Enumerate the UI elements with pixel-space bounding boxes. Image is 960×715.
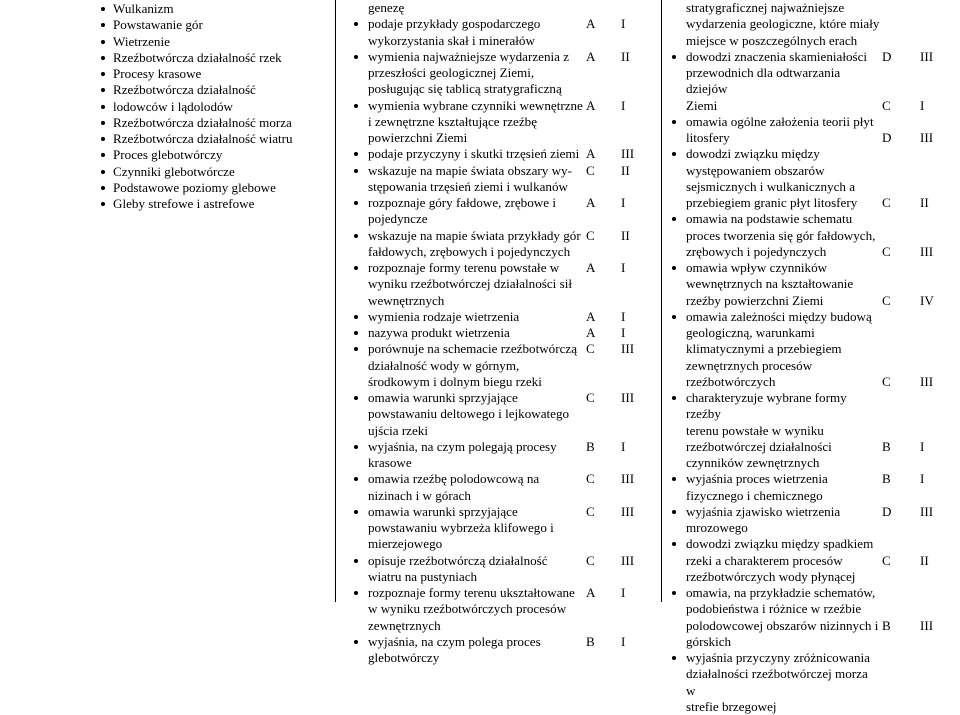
requirement-line: podaje przyczyny i skutki trzęsień ziemi [368,146,580,162]
requirement-line: omawia, na przykładzie schematów, [686,585,876,600]
topics-column [100,1,325,212]
requirement-line: ujścia rzeki [368,422,428,438]
topic-item: Rzeźbotwórcza działalność rzek [100,50,325,66]
requirement-line: porównuje na schemacie rzeźbotwórczą [368,341,578,357]
level-requirement: I [621,438,626,454]
requirement-item [670,390,880,471]
level-category: A [586,325,596,340]
requirement-item [670,504,880,537]
requirement-line: wyjaśnia proces wietrzenia [686,471,828,487]
requirement-line: górskich [686,633,732,649]
requirement-line: stępowania trzęsień ziemi i wulkanów [368,178,568,194]
topics-list [100,1,325,212]
requirement-line: podaje przykłady gospodarczego [368,16,541,32]
requirement-line: rzeźbotwórczej działalności [686,438,832,454]
level-category: D [882,130,892,145]
requirement-item [670,309,880,390]
level-category: B [882,617,891,633]
level-category: C [882,195,891,210]
requirement-item [352,325,588,341]
requirement-line: mierzejowego [368,536,443,552]
requirement-line: dowodzi związku między [686,146,820,162]
requirement-line: wewnętrznych na kształtowanie [686,276,854,292]
level-requirement: II [621,48,630,64]
level-requirement: I [621,633,626,649]
topic-item: Proces glebotwórczy [100,147,325,163]
level-category: C [882,292,891,308]
requirement-item [352,553,588,586]
requirement-line: terenu powstałe w wyniku [686,422,824,438]
requirement-item [352,163,588,196]
requirement-item [352,49,588,98]
level-category: C [586,503,595,519]
level-category: C [882,373,891,389]
requirement-line: działalności rzeźbotwórczej morza w [686,666,868,698]
level-requirement: III [920,617,934,633]
level-requirement: I [621,260,626,275]
requirement-item [352,390,588,439]
level-category: A [586,146,596,162]
requirement-line: występowaniem obszarów [686,162,825,178]
level-requirement: III [621,146,635,162]
level-category: D [882,48,892,64]
requirement-line: rzeźbotwórczych wody płynącej [686,568,856,584]
requirement-item [670,585,880,650]
requirement-line: polodowcowej obszarów nizinnych i [686,617,879,633]
requirement-line: litosfery [686,130,730,145]
requirement-line: podobieństwa i różnice w rzeźbie [686,601,862,617]
level-category: D [882,503,892,519]
level-category: B [586,438,595,454]
requirement-line: nazywa produkt wietrzenia [368,325,510,340]
requirement-line: stratygraficznej najważniejsze [686,0,845,15]
requirement-line: zewnętrznych [368,617,441,633]
requirement-line: geologiczną, warunkami [686,325,815,340]
level-category: B [586,633,595,649]
level-requirement: III [920,503,934,519]
column-divider-2 [661,0,662,602]
requirement-item [352,341,588,390]
requirement-line: charakteryzuje wybrane formy rzeźby [686,390,847,422]
level-requirement: I [621,16,626,32]
requirements-column-extended [670,0,880,715]
requirement-line: w wyniku rzeźbotwórczych procesów [368,601,567,617]
level-requirement: I [920,438,925,454]
requirement-line: posługując się tablicą stratygraficzną [368,81,562,97]
level-requirement: III [621,471,635,487]
level-requirement: III [920,48,934,64]
requirement-line: wskazuje na mapie świata przykłady gór [368,227,581,243]
requirement-item [670,536,880,585]
level-category: C [586,390,595,405]
requirement-line: wewnętrznych [368,292,445,308]
level-category: C [586,552,595,568]
requirement-item [352,504,588,553]
requirement-item [352,634,588,667]
requirements-list-extended [670,0,880,715]
level-category: A [586,260,596,275]
requirement-line: wymienia wybrane czynniki wewnętrzne [368,97,583,113]
requirement-line: wyjaśnia zjawisko wietrzenia [686,503,841,519]
requirement-line: glebotwórczy [368,650,440,665]
requirement-line: powstawaniu wybrzeża klifowego i [368,520,554,535]
requirement-line: omawia warunki sprzyjające [368,390,518,405]
level-requirement: I [621,195,626,210]
level-requirement: II [621,227,630,243]
requirement-line: rzeźbotwórczych [686,373,776,389]
requirement-item [670,0,880,49]
level-requirement: I [920,97,925,113]
requirement-line: wskazuje na mapie świata obszary wy- [368,162,572,178]
level-requirement: IV [920,292,934,308]
level-requirement: II [920,552,929,568]
requirement-line: omawia ogólne założenia teorii płyt [686,113,874,129]
requirement-item [352,0,588,16]
requirement-item [352,16,588,49]
level-requirement: II [920,195,929,210]
level-category: C [882,552,891,568]
level-category: C [586,341,595,357]
requirement-line: rzeki a charakterem procesów [686,552,843,568]
requirement-line: omawia rzeźbę polodowcową na [368,471,540,487]
requirement-line: przewodnich dla odtwarzania dziejów [686,65,841,97]
requirement-item [670,471,880,504]
requirements-list-basic [352,0,588,666]
requirement-line: dowodzi znaczenia skamieniałości [686,48,868,64]
requirement-line: omawia wpływ czynników [686,260,828,275]
requirement-line: proces tworzenia się gór fałdowych, [686,227,876,243]
requirements-column-basic [352,0,588,666]
topic-item: Rzeźbotwórcza działalność wiatru [100,131,325,147]
requirement-item [670,114,880,147]
requirement-line: rozpoznaje formy terenu ukształtowane [368,585,575,600]
topic-item: Wulkanizm [100,1,325,17]
requirement-line: sejsmicznych i wulkanicznych a [686,178,856,194]
requirement-line: genezę [368,0,405,15]
topic-item: lodowców i lądolodów [100,99,325,115]
level-requirement: I [621,585,626,600]
level-category: B [882,471,891,487]
requirement-line: powierzchni Ziemi [368,130,468,145]
requirement-line: Ziemi [686,97,718,113]
requirement-line: wyjaśnia przyczyny zróżnicowania [686,650,870,665]
requirement-line: wyjaśnia, na czym polegają procesy [368,438,557,454]
requirement-item [670,260,880,309]
requirement-line: dowodzi związku między spadkiem [686,536,874,552]
requirement-item [352,260,588,309]
requirement-line: pojedyncze [368,211,428,227]
topic-item: Wietrzenie [100,34,325,50]
level-requirement: III [621,503,635,519]
requirement-item [352,471,588,504]
requirement-line: wiatru na pustyniach [368,568,478,584]
requirement-line: działalność wody w górnym, [368,357,520,373]
requirement-line: przebiegiem granic płyt litosfery [686,195,858,210]
requirement-item [352,195,588,228]
requirement-line: rzeźby powierzchni Ziemi [686,292,824,308]
requirement-line: omawia zależności między budową [686,308,872,324]
requirement-line: środkowym i dolnym biegu rzeki [368,373,542,389]
topic-item: Czynniki glebotwórcze [100,164,325,180]
requirement-line: wymienia rodzaje wietrzenia [368,308,520,324]
requirement-item [352,146,588,162]
requirement-item [352,98,588,147]
level-requirement: III [920,373,934,389]
level-requirement: III [621,341,635,357]
level-category: C [882,243,891,259]
requirement-line: strefie brzegowej [686,698,777,714]
requirement-line: przeszłości geologicznej Ziemi, [368,65,535,80]
topic-item: Rzeźbotwórcza działalność [100,82,325,98]
requirement-line: rozpoznaje formy terenu powstałe w [368,260,560,275]
requirement-line: omawia warunki sprzyjające [368,503,518,519]
requirement-line: i zewnętrzne kształtujące rzeźbę [368,113,538,129]
level-category: C [586,162,595,178]
requirement-item [352,309,588,325]
topic-item: Podstawowe poziomy glebowe [100,180,325,196]
level-requirement: I [621,325,626,340]
level-category: A [586,97,596,113]
requirement-line: rozpoznaje góry fałdowe, zrębowe i [368,195,556,210]
level-category: B [882,438,891,454]
level-category: C [882,97,891,113]
requirement-item [352,439,588,472]
requirement-line: wyjaśnia, na czym polega proces [368,633,541,649]
requirement-line: zrębowych i pojedynczych [686,243,827,259]
column-divider-1 [335,0,336,602]
level-category: A [586,308,596,324]
requirement-line: fizycznego i chemicznego [686,487,823,503]
level-requirement: I [920,471,925,487]
requirement-line: opisuje rzeźbotwórczą działalność [368,552,548,568]
level-category: A [586,16,596,32]
requirement-line: wydarzenia geologiczne, które miały [686,16,880,32]
requirement-line: wymienia najważniejsze wydarzenia z [368,48,570,64]
level-category: C [586,471,595,487]
level-requirement: I [621,308,626,324]
topic-item: Powstawanie gór [100,17,325,33]
level-category: A [586,585,596,600]
level-requirement: III [621,552,635,568]
topic-item: Gleby strefowe i astrefowe [100,196,325,212]
level-requirement: II [621,162,630,178]
requirement-line: klimatycznymi a przebiegiem [686,341,842,357]
requirement-item [352,228,588,261]
requirement-line: wykorzystania skał i minerałów [368,32,535,48]
level-requirement: III [920,243,934,259]
level-category: A [586,195,596,210]
requirement-line: powstawaniu deltowego i lejkowatego [368,406,570,422]
requirement-line: wyniku rzeźbotwórczej działalności sił [368,276,572,292]
topic-item: Rzeźbotwórcza działalność morza [100,115,325,131]
topic-item: Procesy krasowe [100,66,325,82]
requirement-line: krasowe [368,455,412,470]
level-category: C [586,227,595,243]
level-requirement: III [920,130,934,145]
requirement-item [352,585,588,634]
requirement-line: fałdowych, zrębowych i pojedynczych [368,243,571,259]
level-requirement: III [621,390,635,405]
requirement-item [670,211,880,260]
level-category: A [586,48,596,64]
requirement-line: nizinach i w górach [368,487,471,503]
requirement-item [670,146,880,211]
requirement-line: zewnętrznych procesów [686,357,813,373]
requirement-line: omawia na podstawie schematu [686,211,853,227]
requirement-line: miejsce w poszczególnych erach [686,32,858,48]
requirement-line: mrozowego [686,520,748,535]
level-requirement: I [621,97,626,113]
requirement-item [670,49,880,114]
requirement-item [670,650,880,715]
requirement-line: czynników zewnętrznych [686,455,820,470]
